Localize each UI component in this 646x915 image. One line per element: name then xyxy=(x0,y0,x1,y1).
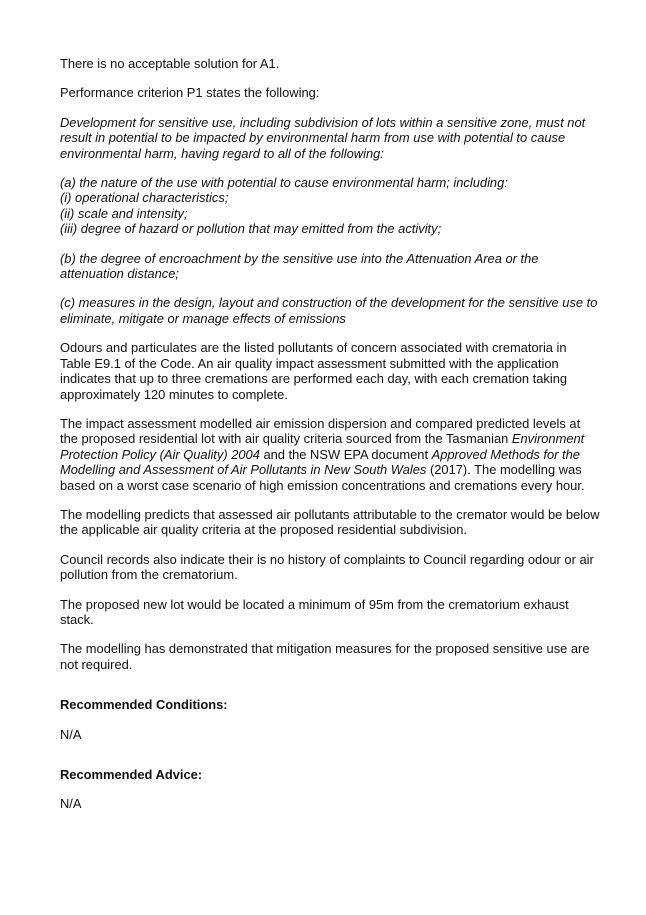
impact-text-3: (2017). The modelling was based on a worst case scenario of high emission concentrations and cremations every hour. xyxy=(60,462,585,493)
policy-title: Environment Protection Policy (Air Quality) 2004 xyxy=(60,431,585,462)
performance-criterion-text: Development for sensitive use, including subdivision of lots within a sensitive zone, must not result in potential to be impacted by environmental harm from use with potential to cause environmental harm, having regard to all of the following: xyxy=(60,114,586,161)
intro-criterion-text: Performance criterion P1 states the following: xyxy=(60,85,320,101)
criterion-a-heading: (a) the nature of the use with potential to cause environmental harm; including: xyxy=(60,175,508,191)
conditions-heading: Recommended Conditions: xyxy=(60,697,228,713)
criterion-a-item: (iii) degree of hazard or pollution that may emitted from the activity; xyxy=(60,221,442,237)
odours-paragraph: Odours and particulates are the listed pollutants of concern associated with crematoria in Table E9.1 of the Code. An air quality impact assessment submitted with the application indicates that up to three cremations are performed each day, with each cremation taking approximately 120 minutes to complete. xyxy=(60,340,568,402)
conditions-value: N/A xyxy=(60,726,82,742)
impact-assessment-paragraph xyxy=(60,416,600,493)
criterion-c-text: (c) measures in the design, layout and construction of the development for the sensitive use to eliminate, mitigate or manage effects of emissions xyxy=(60,295,598,326)
methods-title: Approved Methods for the Modelling and Assessment of Air Pollutants in New South Wales xyxy=(60,446,580,478)
mitigation-paragraph: The modelling has demonstrated that mitigation measures for the proposed sensitive use are not required. xyxy=(60,641,590,672)
criterion-a-list xyxy=(60,175,600,237)
advice-value: N/A xyxy=(60,796,82,812)
intro-text: There is no acceptable solution for A1. xyxy=(60,56,280,71)
criterion-b-text: (b) the degree of encroachment by the sensitive use into the Attenuation Area or the attenuation distance; xyxy=(60,250,539,282)
criterion-a-item: (i) operational characteristics; xyxy=(60,190,229,206)
criterion-a-item: (ii) scale and intensity; xyxy=(60,205,188,221)
lot-location-paragraph: The proposed new lot would be located a minimum of 95m from the crematorium exhaust stack. xyxy=(60,596,569,627)
predicts-paragraph: The modelling predicts that assessed air pollutants attributable to the cremator would be below the applicable air quality criteria at the proposed residential subdivision. xyxy=(60,506,600,538)
document-page xyxy=(60,56,600,826)
impact-text-2: and the NSW EPA document xyxy=(259,446,432,462)
council-records-paragraph: Council records also indicate their is no history of complaints to Council regarding odour or air pollution from the crematorium. xyxy=(60,551,594,583)
impact-text-1: The impact assessment modelled air emission dispersion and compared predicted levels at the proposed residential lot with air quality criteria sourced from the Tasmanian xyxy=(60,415,581,447)
advice-heading: Recommended Advice: xyxy=(60,767,203,782)
